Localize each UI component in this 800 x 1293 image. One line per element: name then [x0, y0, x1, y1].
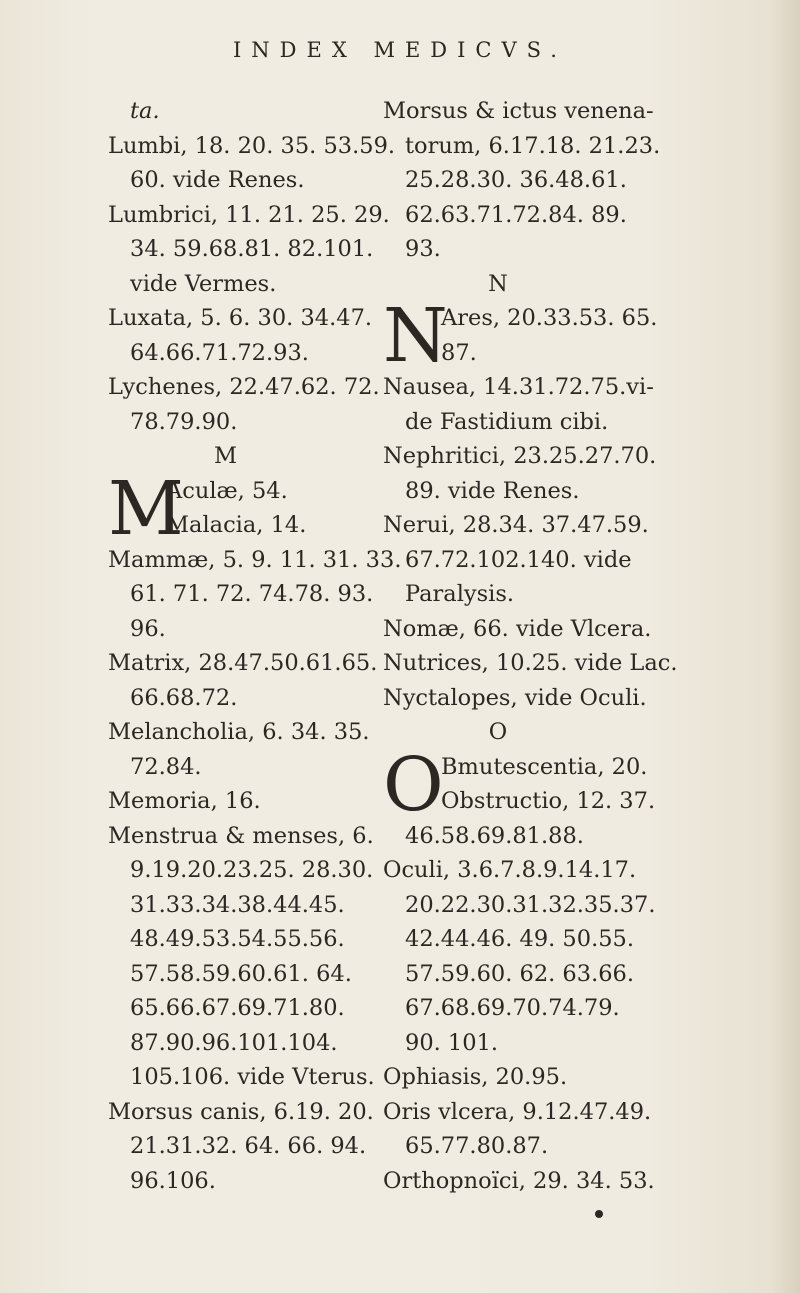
index-entry-nyctalopes: Nyctalopes, vide Oculi.: [383, 684, 647, 711]
index-line: 65.66.67.69.71.80.: [130, 995, 345, 1021]
left-column: [108, 94, 402, 1198]
index-entry-nares: Ares, 20.33.53. 65.: [441, 305, 658, 331]
index-entry-lumbi: Lumbi, 18. 20. 35. 53.59.: [108, 132, 396, 159]
index-line: 78.79.90.: [130, 408, 238, 435]
section-letter-o: O: [488, 719, 508, 745]
index-entry-nephritici: Nephritici, 23.25.27.70.: [383, 443, 657, 469]
drop-cap-m: M: [108, 465, 184, 552]
index-entry-matrix: Matrix, 28.47.50.61.65.: [108, 650, 378, 676]
index-line: 60. vide Renes.: [130, 167, 305, 193]
index-line: 42.44.46. 49. 50.55.: [405, 926, 634, 952]
index-line: 9.19.20.23.25. 28.30.: [130, 857, 374, 883]
drop-cap-n: N: [383, 293, 448, 379]
index-entry-malacia: Malacia, 14.: [166, 512, 307, 538]
index-line: de Fastidium cibi.: [405, 408, 609, 435]
index-entry-obstructio: Obstructio, 12. 37.: [441, 788, 656, 814]
index-line: 61. 71. 72. 74.78. 93.: [130, 581, 374, 607]
index-line: vide Vermes.: [130, 270, 277, 297]
index-entry-oculi: Oculi, 3.6.7.8.9.14.17.: [383, 857, 637, 883]
index-line: 62.63.71.72.84. 89.: [405, 201, 627, 228]
index-entry-maculae: Aculæ, 54.: [166, 477, 288, 504]
index-line: 87.90.96.101.104.: [130, 1029, 338, 1056]
index-line: 93.: [405, 236, 441, 262]
index-line: 34. 59.68.81. 82.101.: [130, 236, 374, 262]
index-line: 96.106.: [130, 1167, 216, 1194]
index-line: 89. vide Renes.: [405, 477, 580, 504]
index-entry-obmutescentia: Bmutescentia, 20.: [441, 753, 648, 780]
right-column: [383, 94, 683, 1198]
index-line: 67.72.102.140. vide: [405, 546, 632, 573]
index-line: Paralysis.: [405, 581, 515, 607]
section-letter-n: N: [488, 270, 508, 297]
index-line: 96.: [130, 615, 166, 642]
index-line: torum, 6.17.18. 21.23.: [405, 132, 661, 159]
drop-cap-block-n: [383, 293, 683, 379]
index-line: 72.84.: [130, 753, 202, 780]
index-entry-nausea: Nausea, 14.31.72.75.vi-: [383, 374, 654, 400]
index-entry-lychenes: Lychenes, 22.47.62. 72.: [108, 374, 380, 400]
index-line: 48.49.53.54.55.56.: [130, 926, 345, 952]
index-line: 64.66.71.72.93.: [130, 339, 309, 366]
index-line: 21.31.32. 64. 66. 94.: [130, 1133, 367, 1159]
index-line: 57.59.60. 62. 63.66.: [405, 960, 634, 987]
index-entry-melancholia: Melancholia, 6. 34. 35.: [108, 719, 370, 745]
index-line: 46.58.69.81.88.: [405, 822, 584, 849]
index-line: 90. 101.: [405, 1029, 499, 1056]
section-letter-m: M: [213, 443, 238, 469]
index-entry-mammae: Mammæ, 5. 9. 11. 31. 33.: [108, 546, 402, 573]
index-entry-memoria: Memoria, 16.: [108, 788, 261, 814]
drop-cap-block-m: [108, 465, 383, 552]
index-line: 25.28.30. 36.48.61.: [405, 167, 627, 193]
index-entry-menstrua: Menstrua & menses, 6.: [108, 822, 374, 849]
index-line: 20.22.30.31.32.35.37.: [405, 891, 656, 918]
index-entry-oris-vlcera: Oris vlcera, 9.12.47.49.: [383, 1098, 652, 1125]
index-line: 65.77.80.87.: [405, 1133, 549, 1159]
index-entry-luxata: Luxata, 5. 6. 30. 34.47.: [108, 305, 373, 331]
index-line: 67.68.69.70.74.79.: [405, 995, 620, 1021]
index-entry-morsus-venenatorum: Morsus & ictus venena-: [383, 98, 654, 124]
index-line: 66.68.72.: [130, 684, 238, 711]
index-entry-ophiasis: Ophiasis, 20.95.: [383, 1064, 568, 1090]
drop-cap-o: O: [383, 741, 444, 828]
running-header: INDEX MEDICVS.: [233, 38, 567, 62]
index-entry-nomae: Nomæ, 66. vide Vlcera.: [383, 615, 652, 642]
index-entry-nerui: Nerui, 28.34. 37.47.59.: [383, 512, 649, 538]
page-edge-shading: [770, 0, 800, 1293]
drop-cap-block-o: [383, 741, 683, 828]
index-line: 31.33.34.38.44.45.: [130, 891, 345, 918]
index-line: 57.58.59.60.61. 64.: [130, 960, 352, 987]
index-entry-lumbrici: Lumbrici, 11. 21. 25. 29.: [108, 201, 390, 228]
index-entry-orthopnoici: Orthopnoïci, 29. 34. 53.: [383, 1167, 655, 1194]
index-line: 87.: [441, 339, 477, 366]
index-entry-morsus-canis: Morsus canis, 6.19. 20.: [108, 1098, 374, 1125]
index-entry-nutrices: Nutrices, 10.25. vide Lac.: [383, 650, 678, 676]
index-line: ta.: [130, 98, 160, 124]
ink-dot: [595, 1210, 603, 1218]
index-line: 105.106. vide Vterus.: [130, 1064, 375, 1090]
